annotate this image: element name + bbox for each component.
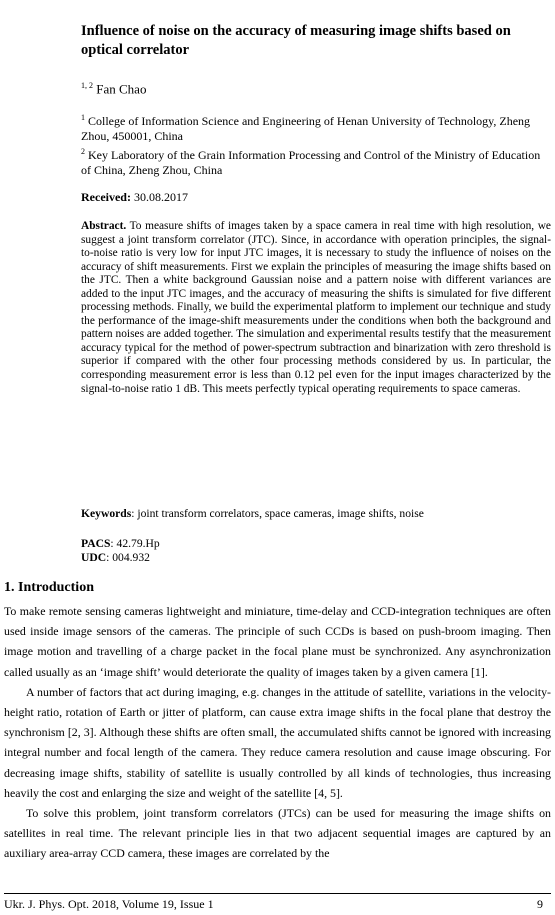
received-line	[81, 190, 551, 205]
pacs-line	[81, 536, 551, 551]
udc-line	[81, 550, 551, 565]
affiliation-2	[81, 144, 551, 178]
affiliation-mark: 1	[81, 113, 85, 122]
body-paragraph: To solve this problem, joint transform correlators (JTCs) can be used for measuring the image shifts on satellites in real time. The relevant principle lies in that two adjacent sequential images are captured by an auxiliary area-array CCD camera, these images are correlated by the	[4, 806, 551, 861]
affiliations	[81, 110, 551, 178]
received-label: Received:	[81, 190, 131, 204]
body-paragraph: To make remote sensing cameras lightweight and miniature, time-delay and CCD-integration techniques are often used inside image sensors of the cameras. The principle of such CCDs is based on push-broom imaging. Then image motion and travelling of a charge packet in the focal plane must be synchronized. Any asynchronization called usually as an ‘image shift’ would deteriorate the quality of images taken by a given camera [1].	[4, 604, 551, 679]
abstract-text: To measure shifts of images taken by a space camera in real time with high resolution, we suggest a joint transform correlator (JTC). Since, in accordance with operation principles, the signal-to-noise ratio is very low for input JTC images, it is necessary to study the influence of noises on the accuracy of shift measurements. First we explain the principles of measuring the image shifts based on the JTC. Then a white background Gaussian noise and a pattern noise with different variances are added to the input JTC images, and the accuracy of measuring the shifts is simulated for five different processing methods. Finally, we build the experimental platform to implement our technique and study the performance of the image-shift measurements under the conditions when both the background and pattern noises are added together. The simulation and experimental results testify that the measurement accuracy typical for the method of power-spectrum subtraction and binarization with zero threshold is superior if compared with the other four processing methods considered by us. In particular, the corresponding measurement error is less than 0.12 pel even for the input images characterized by the signal-to-noise ratio 1 dB. This meets perfectly typical operating requirements to space cameras.	[81, 220, 551, 395]
footer-divider	[4, 893, 551, 894]
abstract-label: Abstract.	[81, 220, 127, 232]
author-line	[81, 78, 551, 97]
keywords-label: Keywords	[81, 507, 132, 520]
paper-title: Influence of noise on the accuracy of measuring image shifts based on optical correlator	[81, 23, 511, 58]
introduction-body	[4, 601, 551, 864]
keywords-text: : joint transform correlators, space cameras, image shifts, noise	[131, 507, 424, 520]
affiliation-text: College of Information Science and Engineering of Henan University of Technology, Zheng Zhou, 450001, China	[81, 114, 531, 143]
affiliation-mark: 2	[81, 147, 85, 156]
udc-label: UDC	[81, 551, 107, 564]
pacs-text: : 42.79.Hp	[110, 537, 160, 550]
affiliation-text: Key Laboratory of the Grain Information Processing and Control of the Ministry of Education of China, Zheng Zhou, China	[81, 148, 541, 177]
received-date: 30.08.2017	[133, 190, 188, 204]
udc-text: : 004.932	[106, 551, 150, 564]
page-number: 9	[537, 897, 543, 911]
keywords-line	[81, 506, 551, 521]
affiliation-1	[81, 110, 551, 144]
body-paragraph: A number of factors that act during imaging, e.g. changes in the attitude of satellite, variations in the velocity-height ratio, rotation of Earth or jitter of platform, can cause extra image shifts in the focal plane that destroy the synchronism [2, 3]. Although these shifts are often small, the accumulated shifts cannot be ignored with increasing integral number and focal length of the camera. They reduce camera resolution and cause image obscuring. For decreasing image shifts, stability of satellite is usually controlled by all kinds of technologies, thus increasing heavily the cost and enlarging the size and weight of the satellite [4, 5].	[4, 684, 551, 800]
author-name: Fan Chao	[96, 81, 147, 97]
section-heading-introduction: 1. Introduction	[4, 580, 94, 595]
pacs-label: PACS	[81, 537, 111, 550]
author-affiliation-marks: 1, 2	[81, 81, 93, 90]
footer-journal-citation: Ukr. J. Phys. Opt. 2018, Volume 19, Issue 1	[4, 897, 214, 911]
abstract	[81, 220, 551, 396]
